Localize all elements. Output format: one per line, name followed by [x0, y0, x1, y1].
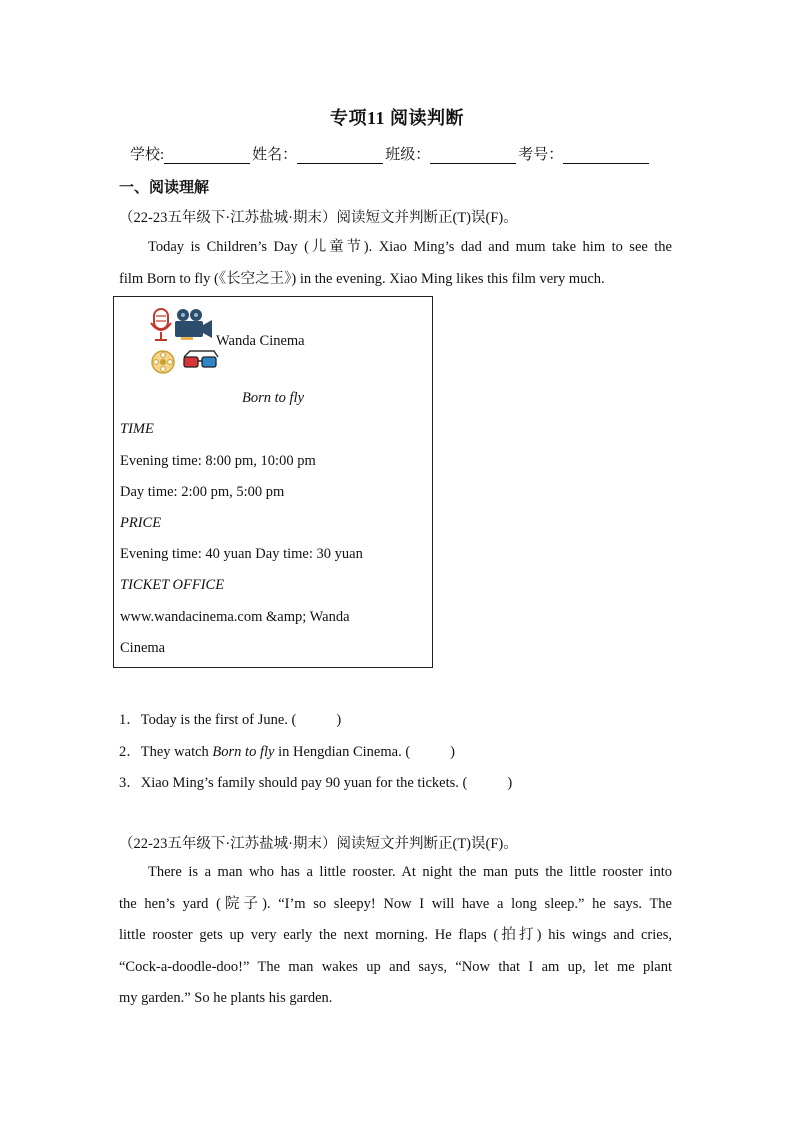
- passage1: [119, 232, 672, 295]
- question-1: [119, 708, 341, 729]
- passage1-line1: Today is Children’s Day (儿童节). Xiao Ming’s dad and mum take him to see the: [148, 239, 672, 255]
- question-2-text-before: They watch: [140, 744, 213, 760]
- film-title: Born to fly: [241, 390, 305, 406]
- time-heading: TIME: [120, 421, 154, 437]
- passage2-line2: the hen’s yard (院子). “I’m so sleepy! Now I will have a long sleep.” he says. The: [119, 895, 672, 912]
- question-1-text: Today is the first of June. (: [140, 712, 297, 728]
- school-blank[interactable]: [164, 147, 250, 164]
- question-2-text-after: in Hengdian Cinema. (: [274, 744, 411, 760]
- price-heading: PRICE: [120, 515, 162, 531]
- page-title: 专项11 阅读判断: [329, 108, 464, 128]
- evening-time: Evening time: 8:00 pm, 10:00 pm: [120, 453, 316, 469]
- number-blank[interactable]: [563, 147, 649, 164]
- film-reel-icon: [152, 351, 174, 373]
- film-camera-icon: [175, 309, 212, 340]
- question-2-film: Born to fly: [212, 744, 275, 760]
- question-1-close: ): [336, 712, 342, 728]
- name-blank[interactable]: [297, 147, 383, 164]
- question-3-number: 3．: [119, 775, 141, 791]
- class-blank[interactable]: [430, 147, 516, 164]
- passage2-line3: little rooster gets up very early the next morning. He flaps (拍打) his wings and cries,: [119, 927, 672, 943]
- question-2: [119, 740, 455, 761]
- question-3-text: Xiao Ming’s family should pay 90 yuan for the tickets. (: [140, 775, 468, 791]
- passage2: [119, 857, 672, 1015]
- question-1-number: 1．: [119, 712, 141, 728]
- question-3-close: ): [507, 775, 513, 791]
- question-3: [119, 771, 512, 792]
- name-label: 姓名：: [252, 147, 298, 163]
- section-heading: 一、阅读理解: [119, 180, 210, 196]
- number-label: 考号：: [518, 147, 564, 163]
- price-line: Evening time: 40 yuan Day time: 30 yuan: [120, 546, 363, 562]
- passage2-line4: “Cock-a-doodle-doo!” The man wakes up and says, “Now that I am up, let me plant: [119, 958, 672, 975]
- poster-icons: [150, 307, 220, 377]
- microphone-icon: [151, 309, 171, 340]
- passage1-line2-text: film Born to fly (《长空之王》) in the evening. Xiao Ming likes this film very much.: [119, 270, 605, 287]
- passage2-line5: my garden.” So he plants his garden.: [119, 990, 333, 1006]
- 3d-glasses-icon: [184, 351, 218, 367]
- passage1-source: （22-23五年级下·江苏盐城·期末）阅读短文并判断正(T)误(F)。: [119, 210, 518, 226]
- school-label: 学校:: [130, 147, 165, 163]
- passage1-line2: [119, 264, 672, 296]
- passage2-source: （22-23五年级下·江苏盐城·期末）阅读短文并判断正(T)误(F)。: [119, 836, 518, 852]
- ticket-office-line1: www.wandacinema.com &amp; Wanda: [120, 609, 350, 625]
- ticket-office-line2: Cinema: [120, 640, 166, 656]
- cinema-name: Wanda Cinema: [216, 333, 305, 349]
- passage2-line1: There is a man who has a little rooster. At night the man puts the little rooster into: [148, 864, 672, 880]
- day-time: Day time: 2:00 pm, 5:00 pm: [120, 484, 285, 500]
- ticket-office-heading: TICKET OFFICE: [120, 577, 225, 593]
- class-label: 班级：: [385, 147, 431, 163]
- question-2-close: ): [450, 744, 456, 760]
- cinema-poster: [113, 296, 433, 668]
- student-info-line: [130, 143, 651, 164]
- question-2-number: 2．: [119, 744, 141, 760]
